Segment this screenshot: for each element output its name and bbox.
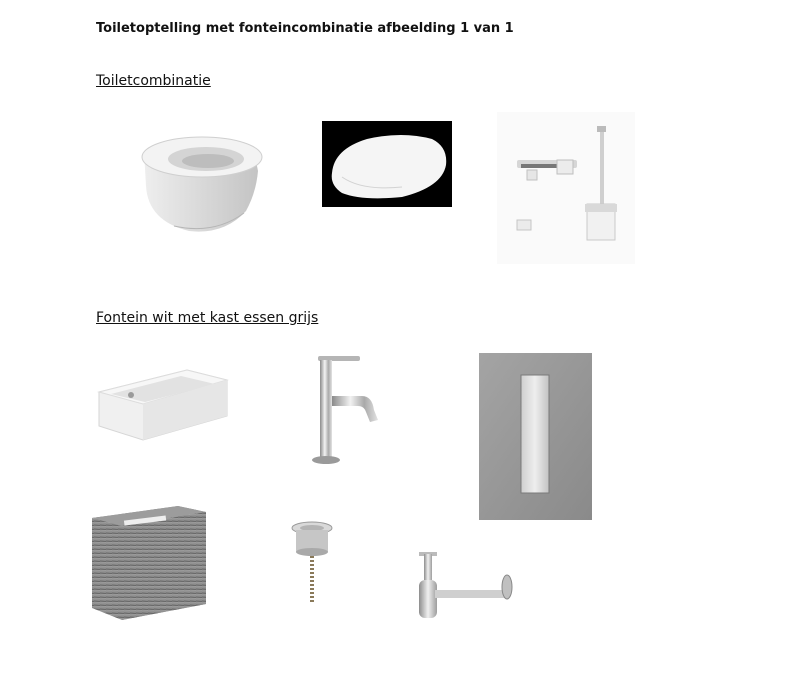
faucet-image [306,352,386,466]
bathroom-accessories-image [497,112,635,264]
mirror-image [479,353,592,520]
toilet-seat-image [322,121,452,207]
bottle-trap-image [413,550,517,626]
page-title: Toiletoptelling met fonteincombinatie afbeelding 1 van 1 [96,21,514,36]
section-heading-fountain: Fontein wit met kast essen grijs [96,310,319,326]
section-heading-toilet-combination: Toiletcombinatie [96,73,211,89]
vanity-cabinet-image [88,504,210,622]
drain-plug-image [290,520,334,606]
toilet-bowl-image [134,131,266,237]
fountain-basin-image [97,366,229,444]
